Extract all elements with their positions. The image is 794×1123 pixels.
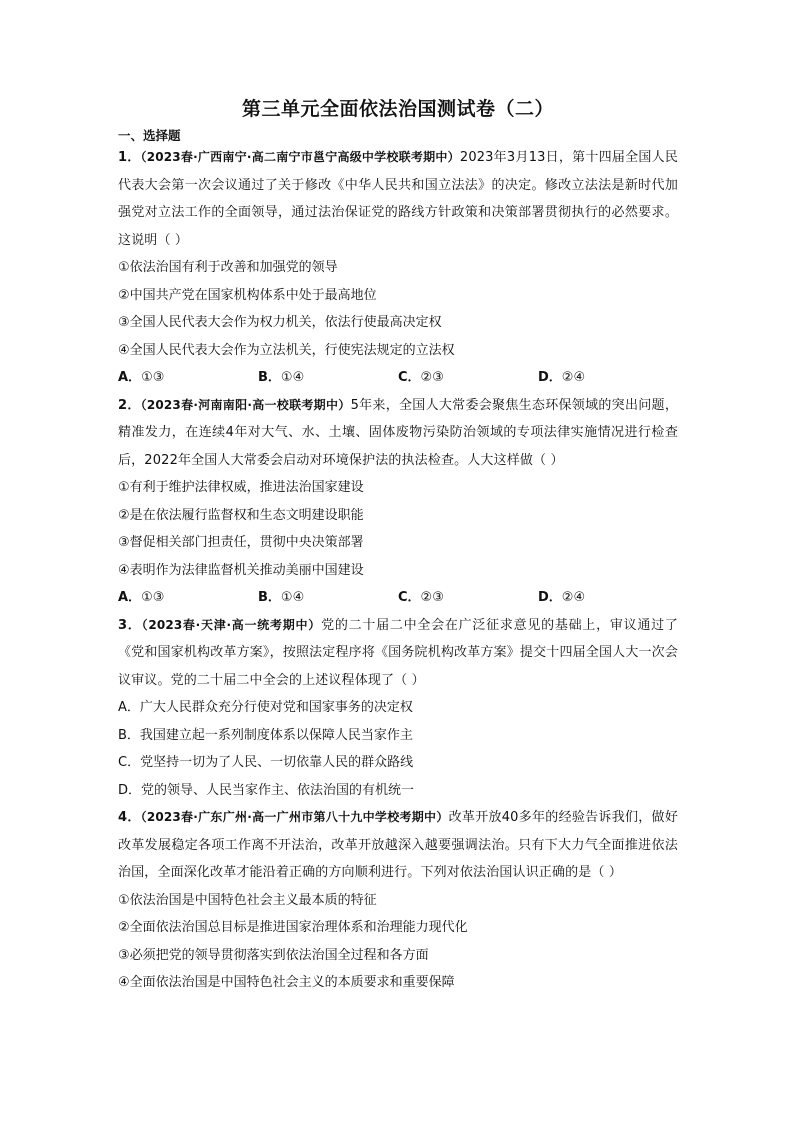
question-text: 5年来，全国人大常委会聚焦生态环保领域的突出问题，精准发力，在连续4年对大气、水、土壤、固体废物污染防治领域的专项法律实施情况进行检查后，2022年全国人大常委会启动对环境保护法的执法检查。人大这样做（ ） bbox=[118, 397, 678, 468]
question-number: 1． bbox=[118, 150, 141, 165]
question-stem bbox=[118, 804, 678, 887]
question-text: 党的二十届二中全会在广泛征求意见的基础上，审议通过了《党和国家机构改革方案》，按照法定程序将《国务院机构改革方案》提交十四届全国人大一次会议审议。党的二十届二中全会的上述议程体现了（ ） bbox=[118, 617, 678, 688]
statement: ④表明作为法律监督机关推动美丽中国建设 bbox=[118, 562, 364, 578]
statement: ①依法治国是中国特色社会主义最本质的特征 bbox=[118, 892, 377, 908]
choice-b: B．①④ bbox=[258, 370, 305, 385]
statement: ④全面依法治国是中国特色社会主义的本质要求和重要保障 bbox=[118, 975, 455, 990]
choice-c: C．②③ bbox=[398, 590, 444, 605]
question-source: （2023春·天津·高一统考期中） bbox=[141, 617, 322, 632]
statement: ②是在依法履行监督权和生态文明建设职能 bbox=[118, 507, 364, 523]
statement: ④全国人民代表大会作为立法机关，行使宪法规定的立法权 bbox=[118, 342, 455, 358]
question-number: 3． bbox=[118, 617, 142, 633]
question-source: （2023春·河南南阳·高一校联考期中） bbox=[140, 397, 351, 412]
statement: ③全国人民代表大会作为权力机关，依法行使最高决定权 bbox=[118, 315, 442, 330]
statement: ②全面依法治国总目标是推进国家治理体系和治理能力现代化 bbox=[118, 920, 468, 935]
statement: ③督促相关部门担责任，贯彻中央决策部署 bbox=[118, 535, 364, 550]
question-stem bbox=[118, 612, 678, 695]
question-2 bbox=[118, 392, 678, 612]
question-3 bbox=[118, 612, 678, 805]
option-c: C．党坚持一切为了人民、一切依靠人民的群众路线 bbox=[118, 755, 414, 770]
question-number: 4． bbox=[118, 810, 141, 825]
option-a: A．广大人民群众充分行使对党和国家事务的决定权 bbox=[118, 700, 413, 715]
question-4 bbox=[118, 804, 678, 997]
question-1 bbox=[118, 144, 678, 392]
choice-b: B．①④ bbox=[258, 590, 305, 605]
statement: ③必须把党的领导贯彻落实到依法治国全过程和各方面 bbox=[118, 947, 429, 963]
statement: ①有利于维护法律权威，推进法治国家建设 bbox=[118, 480, 364, 495]
statement: ①依法治国有利于改善和加强党的领导 bbox=[118, 260, 338, 275]
question-stem bbox=[118, 392, 678, 475]
question-source: （2023春·广东广州·高一广州市第八十九中学校考期中） bbox=[140, 810, 449, 824]
statement: ②中国共产党在国家机构体系中处于最高地位 bbox=[118, 287, 377, 303]
answer-choices bbox=[118, 364, 678, 392]
choice-a: A．①③ bbox=[118, 590, 165, 605]
answer-choices bbox=[118, 584, 678, 612]
choice-a: A．①③ bbox=[118, 370, 165, 385]
choice-d: D．②④ bbox=[538, 590, 586, 605]
choice-c: C．②③ bbox=[398, 370, 444, 385]
question-stem bbox=[118, 144, 678, 254]
choice-d: D．②④ bbox=[538, 370, 586, 385]
question-text: 改革开放40多年的经验告诉我们，做好改革发展稳定各项工作离不开法治，改革开放越深入越要强调法治。只有下大力气全面推进依法治国，全面深化改革才能沿着正确的方向顺利进行。下列对依法治国认识正确的是（ ） bbox=[118, 810, 678, 880]
exam-page bbox=[118, 96, 678, 997]
question-source: （2023春·广西南宁·高二南宁市邕宁高级中学校联考期中） bbox=[140, 150, 460, 164]
section-heading: 一、选择题 bbox=[118, 128, 181, 143]
question-number: 2． bbox=[118, 397, 141, 413]
question-text: 2023年3月13日，第十四届全国人民代表大会第一次会议通过了关于修改《中华人民共和国立法法》的决定。修改立法法是新时代加强党对立法工作的全面领导，通过法治保证党的路线方针政策和决策部署贯彻执行的必然要求。这说明（ ） bbox=[118, 150, 678, 248]
document-title: 第三单元全面依法治国测试卷（二） bbox=[241, 98, 554, 120]
option-d: D．党的领导、人民当家作主、依法治国的有机统一 bbox=[118, 782, 415, 798]
option-b: B．我国建立起一系列制度体系以保障人民当家作主 bbox=[118, 727, 413, 743]
